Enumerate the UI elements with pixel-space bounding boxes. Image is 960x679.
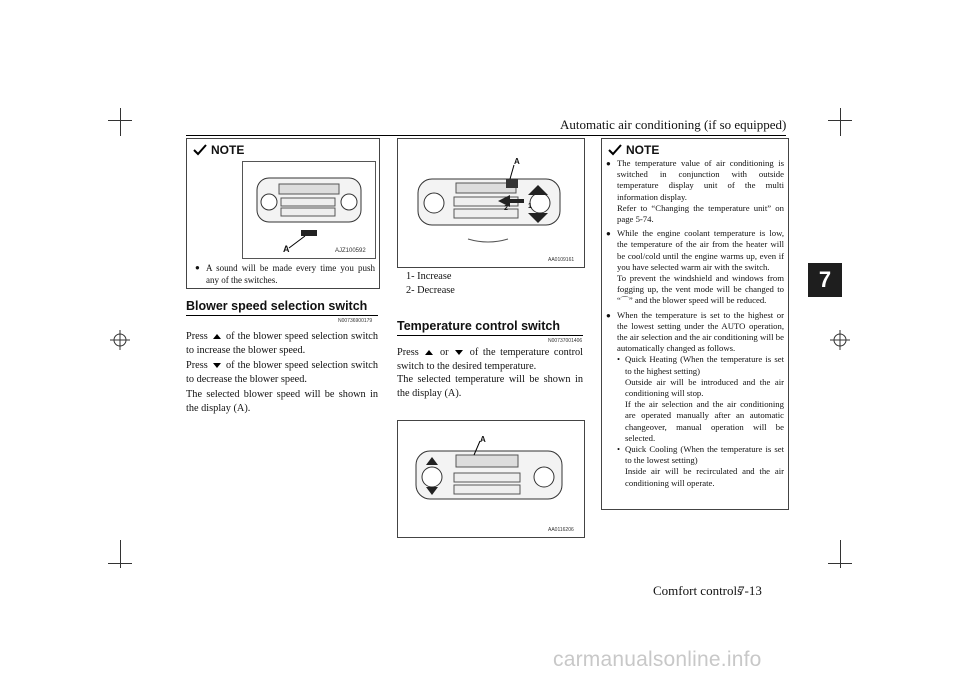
ac-panel-temp-illustration: [398, 139, 584, 267]
ac-panel-temp-display-illustration: [398, 421, 584, 537]
blower-body: Press of the blower speed selection switch to increase the blower speed. Press of the blower speed selection switch to decrease the blower speed. The selected blower speed will be shown in the display (A).: [186, 331, 379, 414]
note-bullet: ● A sound will be made every time you push any of the switches.: [195, 262, 375, 289]
temp-legend: [406, 270, 455, 297]
defrost-mode-icon: ⌒: [620, 296, 629, 306]
header-rule: [186, 135, 786, 136]
temp-figure-2: [397, 420, 585, 538]
blower-figure: [242, 161, 376, 259]
note-label: NOTE: [626, 143, 660, 157]
blower-code: N00736900179: [338, 318, 373, 324]
note-heading: [608, 143, 659, 157]
footer-page-number: 7-13: [738, 583, 762, 598]
note-box-left: [186, 138, 380, 289]
temp-body: Press or of the temperature control switch to the desired temperature. The selected temperature will be shown in the display (A).: [397, 347, 584, 399]
note-bullet: ● The temperature value of air conditioning is switched in conjunction with outside temperature display unit of the multi information display. Refer to “Changing the temperature unit” on page 5-74.: [606, 158, 784, 225]
pencil-check-icon: [608, 144, 622, 156]
note-heading: [193, 143, 244, 157]
note-bullet: ● While the engine coolant temperature is low, the temperature of the air from the heater will be cool/cold until the engine warms up, even if you have selected warm air with the switch. To prevent the windshield and windows from fogging up, the vent mode will be changed to “⌒” and the blower speed will be reduced.: [606, 228, 784, 306]
figure-label-a: A: [480, 435, 486, 444]
temp-heading: Temperature control switch: [397, 319, 560, 333]
figure-code: AJZ100592: [335, 248, 366, 254]
registration-mark: [110, 330, 130, 350]
quick-cooling-item: • Quick Cooling (When the temperature is set to the lowest setting) Inside air will be recirculated and the air conditioning will operate.: [617, 444, 784, 488]
footer-section: Comfort controls: [653, 583, 743, 598]
chapter-tab: 7: [808, 263, 842, 297]
crop-mark: [108, 563, 132, 564]
quick-heating-item: • Quick Heating (When the temperature is set to the highest setting) Outside air will be introduced and the air conditioning will stop. If the air selection and the air conditioning are operated manually after an automatic changeover, manual operation will be selected.: [617, 354, 784, 443]
crop-mark: [840, 108, 841, 136]
up-arrow-icon: [213, 334, 221, 339]
pencil-check-icon: [193, 144, 207, 156]
figure-label-a: A: [514, 157, 520, 166]
note-label: NOTE: [211, 143, 245, 157]
heading-rule: [186, 315, 378, 316]
figure-code: AA0116206: [548, 527, 574, 533]
up-arrow-icon: [425, 350, 433, 355]
heading-rule: [397, 335, 583, 336]
legend-decrease: 2- Decrease: [406, 284, 455, 296]
down-arrow-icon: [213, 363, 221, 368]
legend-increase: 1- Increase: [406, 271, 452, 282]
figure-label-2: 2: [504, 205, 508, 212]
figure-label-1: 1: [528, 203, 532, 210]
blower-heading: Blower speed selection switch: [186, 299, 368, 313]
crop-mark: [828, 120, 852, 121]
right-note-content: [606, 158, 784, 492]
page-header-title: Automatic air conditioning (if so equipped): [560, 117, 787, 132]
temp-figure-1: [397, 138, 585, 268]
temp-code: N00737001406: [548, 338, 583, 344]
crop-mark: [120, 108, 121, 136]
crop-mark: [108, 120, 132, 121]
registration-mark: [830, 330, 850, 350]
down-arrow-icon: [455, 350, 463, 355]
watermark-logo: carmanualsonline.info: [553, 648, 762, 671]
note-bullet: ● When the temperature is set to the highest or the lowest setting under the AUTO operation, the air selection and the air conditioning will be automatically changed as follows. • Quick Heating (When the temperature is set to the highest setting) Outside air will be introduced and the air conditioning will stop. If the air selection and the air conditioning are operated manually after an automatic changeover, manual operation will be selected. • Quick Cooling (When the temperature is set to the lowest setting) Inside air will be recirculated and the air conditioning will operate.: [606, 310, 784, 489]
ac-panel-illustration: [243, 162, 375, 258]
crop-mark: [828, 563, 852, 564]
figure-code: AA0109161: [548, 257, 575, 263]
figure-label-a: A: [283, 244, 290, 254]
